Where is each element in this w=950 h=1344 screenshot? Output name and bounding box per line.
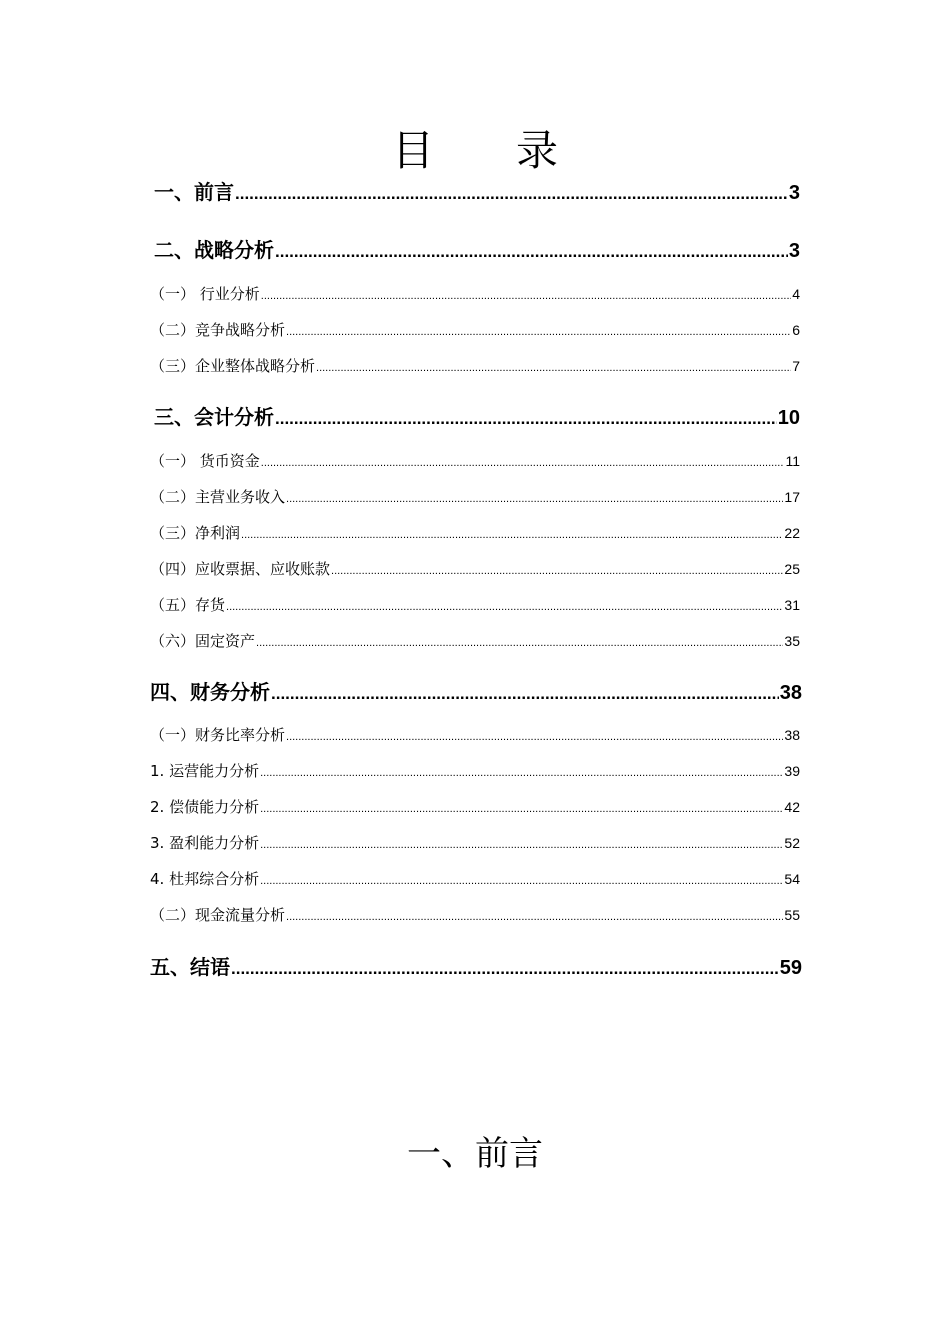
toc-entry-page: 25 xyxy=(784,561,800,577)
toc-entry-revenue[interactable] xyxy=(150,486,800,507)
toc-entry-preface[interactable] xyxy=(154,176,800,205)
toc-entry-receivables[interactable] xyxy=(150,558,800,579)
dot-leader xyxy=(260,875,783,887)
toc-entry-accounting[interactable] xyxy=(154,401,800,430)
dot-leader xyxy=(226,601,783,613)
toc-entry-cash[interactable] xyxy=(150,450,800,471)
dot-leader xyxy=(260,803,783,815)
dot-leader xyxy=(260,839,783,851)
dot-leader xyxy=(256,637,783,649)
toc-entry-financial[interactable] xyxy=(150,676,802,705)
toc-entry-label: 三、会计分析 xyxy=(154,405,274,429)
toc-entry-page: 38 xyxy=(779,682,802,704)
dot-leader xyxy=(331,565,783,577)
toc-entry-page: 31 xyxy=(784,597,800,613)
toc-entry-fixed-assets[interactable] xyxy=(150,630,800,651)
toc-entry-label: 四、财务分析 xyxy=(150,680,270,704)
dot-leader xyxy=(286,731,783,743)
toc-entry-inventory[interactable] xyxy=(150,594,800,615)
toc-entry-label: 一、前言 xyxy=(154,180,234,204)
toc-entry-page: 42 xyxy=(784,799,800,815)
toc-entry-label: （五）存货 xyxy=(150,596,226,614)
toc-entry-page: 7 xyxy=(792,358,800,374)
toc-entry-label: 2. 偿债能力分析 xyxy=(150,798,260,816)
toc-entry-page: 38 xyxy=(784,727,800,743)
toc-entry-page: 17 xyxy=(784,489,800,505)
dot-leader xyxy=(260,767,783,779)
dot-leader xyxy=(231,959,779,979)
dot-leader xyxy=(261,457,785,469)
toc-entry-label: （一）财务比率分析 xyxy=(150,726,286,744)
toc-entry-page: 55 xyxy=(784,907,800,923)
toc-entry-label: 二、战略分析 xyxy=(154,238,274,262)
dot-leader xyxy=(241,529,783,541)
dot-leader xyxy=(275,409,777,429)
toc-entry-label: 1. 运营能力分析 xyxy=(150,762,260,780)
dot-leader xyxy=(235,184,788,204)
toc-entry-page: 11 xyxy=(785,453,800,469)
toc-entry-solvency[interactable] xyxy=(150,796,800,817)
toc-entry-competitive[interactable] xyxy=(150,319,800,340)
toc-entry-page: 6 xyxy=(792,322,800,338)
toc-entry-label: （三）净利润 xyxy=(150,524,241,542)
toc-entry-page: 3 xyxy=(788,182,800,204)
toc-entry-conclusion[interactable] xyxy=(150,951,802,980)
toc-entry-net-profit[interactable] xyxy=(150,522,800,543)
toc-entry-label: （二）主营业务收入 xyxy=(150,488,286,506)
toc-entry-label: （二）现金流量分析 xyxy=(150,906,286,924)
toc-entry-label: 3. 盈利能力分析 xyxy=(150,834,260,852)
toc-entry-page: 35 xyxy=(784,633,800,649)
toc-entry-label: （一） 货币资金 xyxy=(150,452,260,470)
dot-leader xyxy=(286,326,791,338)
toc-title xyxy=(0,118,950,178)
toc-entry-label: （六）固定资产 xyxy=(150,632,256,650)
toc-entry-label: （二）竞争战略分析 xyxy=(150,321,286,339)
toc-entry-page: 59 xyxy=(779,957,802,979)
toc-entry-dupont[interactable] xyxy=(150,868,800,889)
toc-entry-cash-flow[interactable] xyxy=(150,904,800,925)
toc-entry-label: 4. 杜邦综合分析 xyxy=(150,870,260,888)
toc-entry-label: 五、结语 xyxy=(150,955,230,979)
toc-entry-page: 10 xyxy=(777,407,800,429)
dot-leader xyxy=(286,493,783,505)
toc-entry-operating[interactable] xyxy=(150,760,800,781)
toc-entry-page: 3 xyxy=(788,240,800,262)
toc-title-char-2: 录 xyxy=(516,126,559,175)
toc-entry-ratio[interactable] xyxy=(150,724,800,745)
toc-entry-profitability[interactable] xyxy=(150,832,800,853)
toc-entry-page: 52 xyxy=(784,835,800,851)
toc-entry-corporate[interactable] xyxy=(150,355,800,376)
toc-title-char-1: 目 xyxy=(391,126,434,175)
toc-entry-industry[interactable] xyxy=(150,283,800,304)
toc-entry-page: 4 xyxy=(792,286,800,302)
toc-entry-page: 54 xyxy=(784,871,800,887)
toc-entry-strategy[interactable] xyxy=(154,234,800,263)
toc-entry-label: （四）应收票据、应收账款 xyxy=(150,560,331,578)
toc-entry-label: （一） 行业分析 xyxy=(150,285,260,303)
toc-entry-label: （三）企业整体战略分析 xyxy=(150,357,316,375)
section-heading-preface: 一、前言 xyxy=(407,1134,543,1174)
dot-leader xyxy=(261,290,791,302)
dot-leader xyxy=(271,684,779,704)
dot-leader xyxy=(275,242,788,262)
dot-leader xyxy=(286,911,783,923)
dot-leader xyxy=(316,362,791,374)
toc-entry-page: 22 xyxy=(784,525,800,541)
toc-entry-page: 39 xyxy=(784,763,800,779)
